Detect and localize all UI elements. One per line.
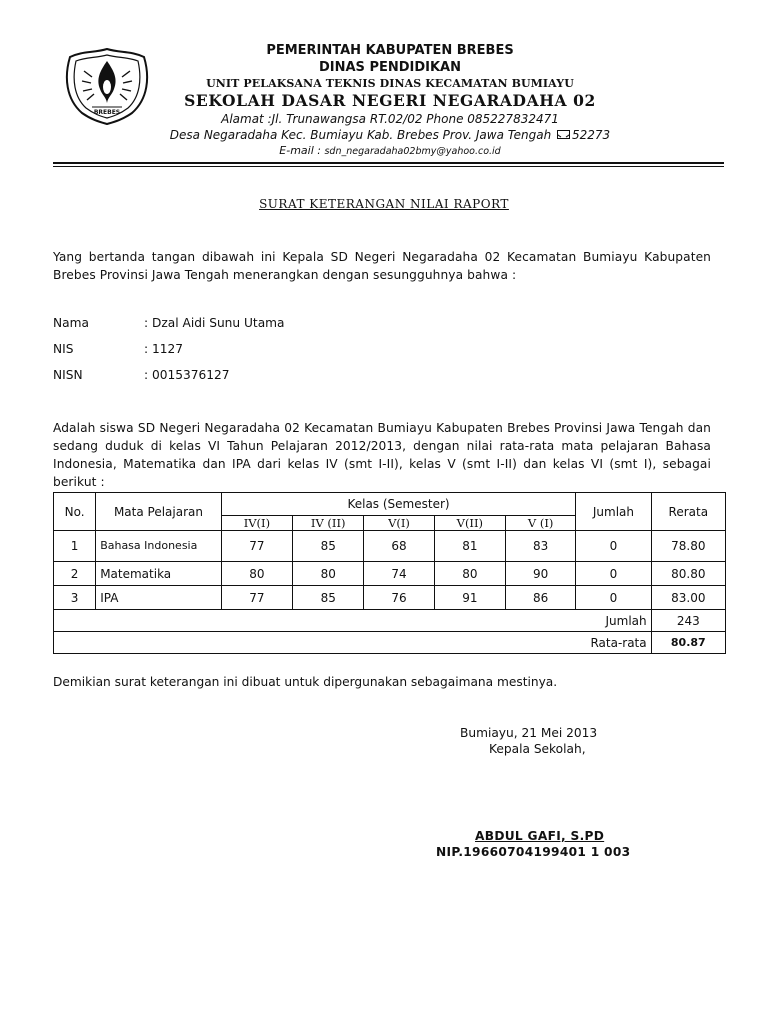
letterhead: [150, 42, 630, 159]
mean-label: Rata-rata: [54, 632, 652, 654]
header-no: No.: [54, 493, 96, 531]
email-label: E-mail :: [279, 144, 321, 157]
header-class-semester: Kelas (Semester): [221, 493, 576, 516]
statement-paragraph: Adalah siswa SD Negeri Negaradaha 02 Kecamatan Bumiayu Kabupaten Brebes Provinsi Jawa Tengah dan sedang duduk di kelas VI Tahun Pelajaran 2012/2013, dengan nilai rata-rata mata pelajaran Bahasa Indonesia, Matematika dan IPA dari kelas IV (smt I-II), kelas V (smt I-II) dan kelas VI (smt I), sebagai berikut :: [53, 421, 711, 489]
closing-statement: Demikian surat keterangan ini dibuat untuk dipergunakan sebagaimana mestinya.: [53, 675, 558, 689]
row-average: 80.80: [651, 562, 725, 586]
row-subject: Matematika: [96, 562, 222, 586]
header-average: Rerata: [651, 493, 725, 531]
school-email: [150, 143, 630, 159]
row-score: 68: [364, 531, 434, 562]
nis-value: : 1127: [144, 342, 183, 356]
row-no: 2: [54, 562, 96, 586]
email-address: sdn_negaradaha02bmy@yahoo.co.id: [324, 146, 501, 157]
row-score: 86: [505, 586, 575, 610]
signer-name: ABDUL GAFI, S.PD: [475, 829, 605, 843]
row-no: 1: [54, 531, 96, 562]
document-title: SURAT KETERANGAN NILAI RAPORT: [259, 197, 509, 211]
department-name: DINAS PENDIDIKAN: [318, 60, 462, 75]
signer-nip: NIP.19660704199401 1 003: [436, 845, 631, 859]
nisn-label: NISN: [53, 368, 83, 382]
header-total: Jumlah: [576, 493, 651, 531]
row-score: 83: [505, 531, 575, 562]
mean-value: 80.87: [651, 632, 725, 654]
header-semester: V(I): [364, 516, 434, 531]
sum-value: 243: [651, 610, 725, 632]
mean-row: [54, 632, 726, 654]
nis-label: NIS: [53, 342, 74, 356]
row-subject: Bahasa Indonesia: [96, 531, 222, 562]
envelope-icon: [557, 130, 570, 139]
table-row: [54, 586, 726, 610]
letterhead-divider-thick: [53, 162, 724, 164]
brebes-regency-emblem-icon: [62, 47, 152, 125]
nisn-value: : 0015376127: [144, 368, 230, 382]
postal-code: 52273: [572, 128, 611, 142]
row-average: 83.00: [651, 586, 725, 610]
header-semester: V(II): [434, 516, 505, 531]
row-score: 85: [293, 586, 364, 610]
row-score: 85: [293, 531, 364, 562]
row-score: 77: [221, 531, 292, 562]
government-name: PEMERINTAH KABUPATEN BREBES: [266, 43, 514, 58]
row-score: 74: [364, 562, 434, 586]
row-score: 80: [434, 562, 505, 586]
table-header-row: [54, 493, 726, 516]
row-score: 77: [221, 586, 292, 610]
place-date: Bumiayu, 21 Mei 2013: [460, 726, 598, 740]
row-score: 90: [505, 562, 575, 586]
row-average: 78.80: [651, 531, 725, 562]
row-score: 80: [221, 562, 292, 586]
logo-text: BREBES: [93, 109, 121, 116]
header-semester: IV (II): [293, 516, 364, 531]
signer-position: Kepala Sekolah,: [489, 742, 586, 756]
header-semester: V (I): [505, 516, 575, 531]
table-row: [54, 531, 726, 562]
letterhead-divider-thin: [53, 166, 724, 167]
row-score: 81: [434, 531, 505, 562]
intro-paragraph: Yang bertanda tangan dibawah ini Kepala SD Negeri Negaradaha 02 Kecamatan Bumiayu Kabupaten Brebes Provinsi Jawa Tengah menerangkan dengan sesungguhnya bahwa :: [53, 250, 711, 282]
address-line: Desa Negaradaha Kec. Bumiayu Kab. Brebes Prov. Jawa Tengah: [169, 128, 552, 142]
name-label: Nama: [53, 316, 89, 330]
row-total: 0: [576, 586, 651, 610]
header-semester: IV(I): [221, 516, 292, 531]
table-row: [54, 562, 726, 586]
unit-name: UNIT PELAKSANA TEKNIS DINAS KECAMATAN BUMIAYU: [206, 77, 574, 90]
school-name: SEKOLAH DASAR NEGERI NEGARADAHA 02: [184, 91, 596, 110]
row-score: 76: [364, 586, 434, 610]
school-address: Alamat :Jl. Trunawangsa RT.02/02 Phone 085227832471: [221, 112, 559, 126]
row-total: 0: [576, 562, 651, 586]
row-score: 80: [293, 562, 364, 586]
header-subject: Mata Pelajaran: [96, 493, 222, 531]
grades-table: [53, 492, 726, 654]
name-value: : Dzal Aidi Sunu Utama: [144, 316, 285, 330]
row-score: 91: [434, 586, 505, 610]
row-no: 3: [54, 586, 96, 610]
row-total: 0: [576, 531, 651, 562]
sum-label: Jumlah: [54, 610, 652, 632]
sum-row: [54, 610, 726, 632]
school-address-2: [150, 127, 630, 143]
row-subject: IPA: [96, 586, 222, 610]
